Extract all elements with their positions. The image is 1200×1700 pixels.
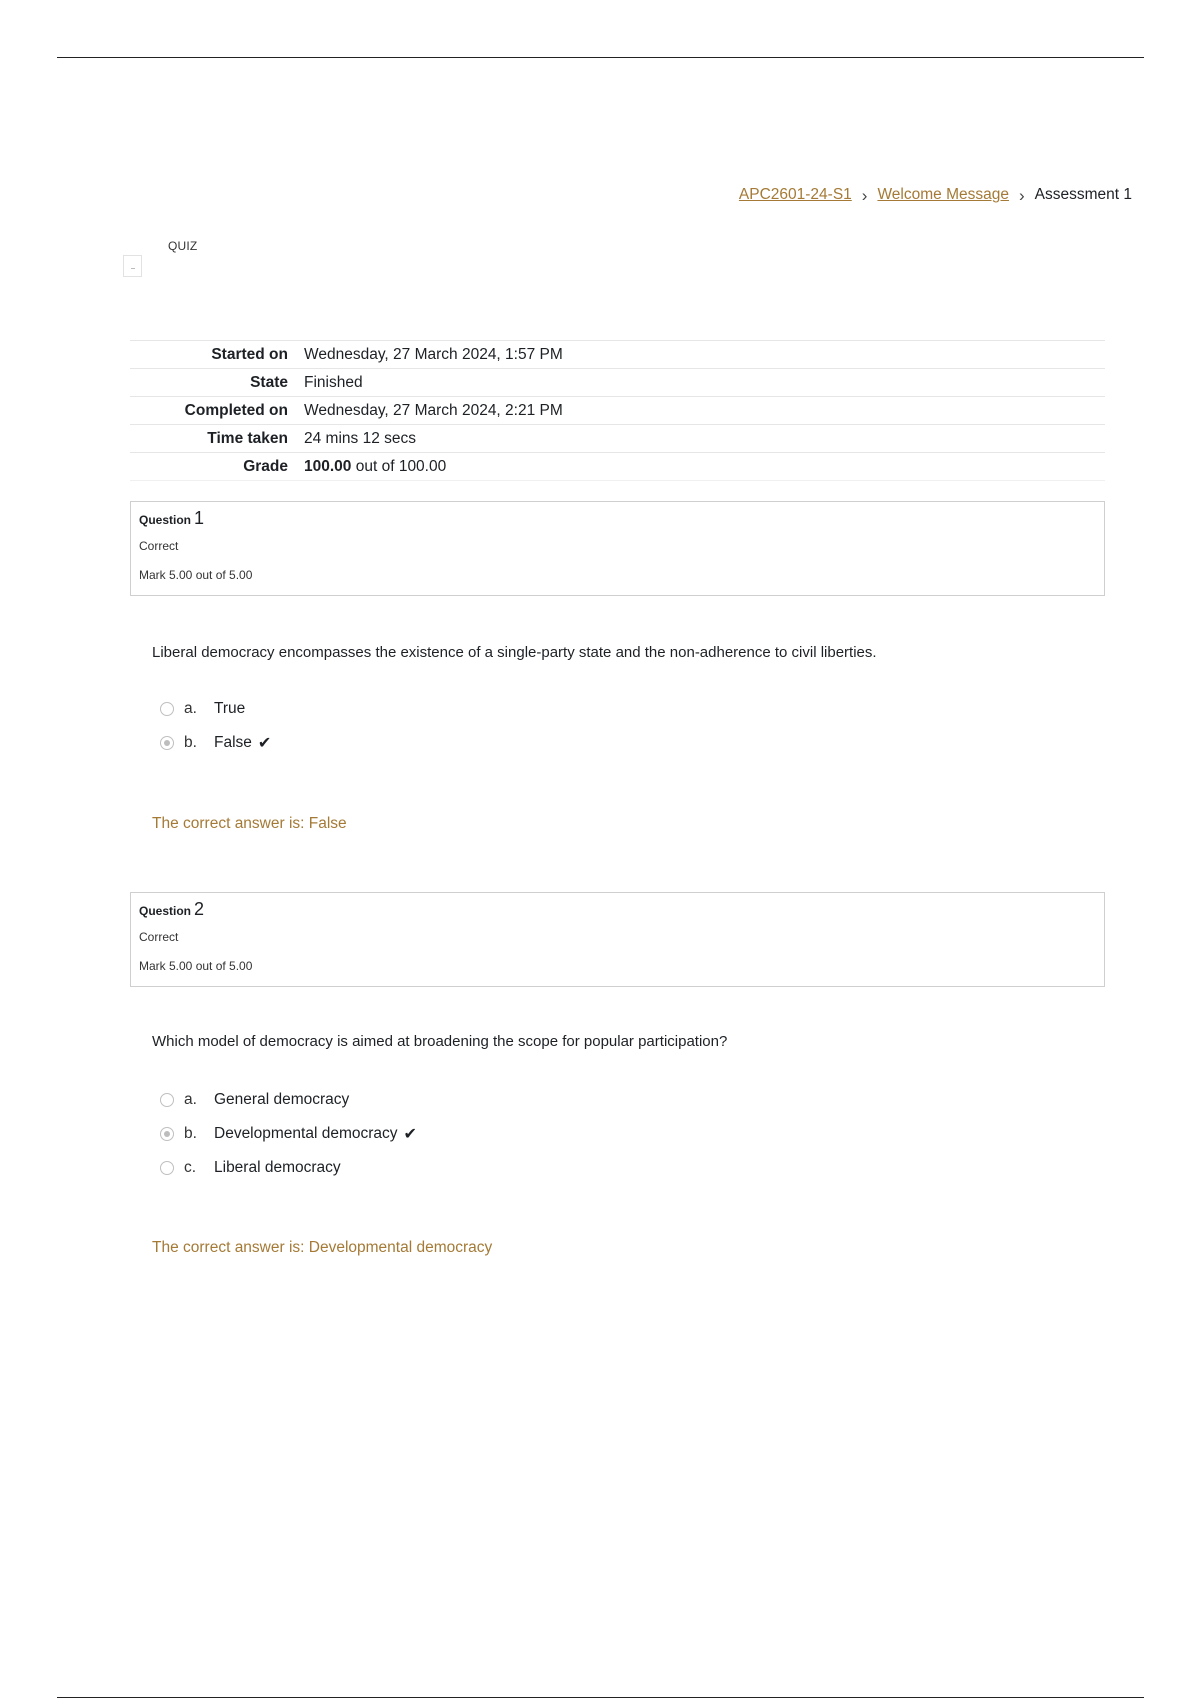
breadcrumb-section-link[interactable]: Welcome Message (877, 186, 1009, 203)
answer-options (160, 1083, 417, 1185)
radio-button[interactable] (160, 702, 174, 716)
page-bottom-rule (57, 1697, 1144, 1698)
answer-option[interactable] (160, 692, 271, 726)
option-text: True (214, 700, 246, 717)
question-number: Question 1 (139, 508, 205, 528)
option-text: Liberal democracy (214, 1159, 341, 1176)
question-state: Correct (139, 930, 179, 944)
option-letter: c. (184, 1159, 197, 1176)
table-row (130, 453, 1105, 481)
chevron-right-icon: › (1018, 185, 1025, 205)
grade-value-cell (296, 453, 1105, 481)
answer-options (160, 692, 271, 760)
grade-label: Grade (243, 457, 288, 475)
option-letter: b. (184, 1125, 197, 1142)
chevron-right-icon: › (861, 185, 868, 205)
option-text: Developmental democracy (214, 1125, 398, 1142)
activity-type-label: QUIZ (168, 239, 198, 253)
summary-value: Finished (304, 373, 363, 391)
question-number: Question 2 (139, 899, 205, 919)
quiz-icon (123, 255, 142, 277)
option-letter: b. (184, 734, 197, 751)
question-info-box (130, 892, 1105, 987)
summary-label: Started on (211, 345, 288, 363)
radio-button-selected[interactable] (160, 736, 174, 750)
summary-label: State (250, 373, 288, 391)
checkmark-icon: ✔ (403, 1126, 417, 1143)
summary-value: Wednesday, 27 March 2024, 2:21 PM (304, 401, 563, 419)
correct-answer-feedback: The correct answer is: False (152, 815, 347, 832)
question-info-box (130, 501, 1105, 596)
answer-option[interactable] (160, 1117, 417, 1151)
option-text: False (214, 734, 252, 751)
answer-option[interactable] (160, 726, 271, 760)
table-row (130, 425, 1105, 453)
question-text: Liberal democracy encompasses the existence of a single-party state and the non-adherence to civil liberties. (152, 644, 877, 661)
table-row (130, 369, 1105, 397)
table-row (130, 341, 1105, 369)
answer-option[interactable] (160, 1083, 417, 1117)
summary-label: Completed on (184, 401, 288, 419)
attempt-summary-table (130, 340, 1105, 481)
summary-value: 24 mins 12 secs (304, 429, 416, 447)
table-row (130, 397, 1105, 425)
question-state: Correct (139, 539, 179, 553)
correct-answer-feedback: The correct answer is: Developmental democracy (152, 1239, 493, 1256)
option-letter: a. (184, 700, 197, 717)
question-text: Which model of democracy is aimed at broadening the scope for popular participation? (152, 1033, 728, 1050)
checkmark-icon: ✔ (257, 735, 272, 752)
radio-button-selected[interactable] (160, 1127, 174, 1141)
summary-value: Wednesday, 27 March 2024, 1:57 PM (304, 345, 563, 363)
radio-button[interactable] (160, 1161, 174, 1175)
grade-score: 100.00 (304, 457, 352, 475)
grade-suffix: out of 100.00 (355, 457, 447, 475)
question-mark: Mark 5.00 out of 5.00 (139, 568, 253, 582)
summary-label: Time taken (207, 429, 288, 447)
option-text: General democracy (214, 1091, 350, 1108)
page-top-rule (57, 57, 1144, 58)
breadcrumb-current: Assessment 1 (1034, 186, 1132, 203)
question-mark: Mark 5.00 out of 5.00 (139, 959, 253, 973)
radio-button[interactable] (160, 1093, 174, 1107)
option-letter: a. (184, 1091, 197, 1108)
breadcrumb (739, 186, 1132, 204)
breadcrumb-course-link[interactable]: APC2601-24-S1 (738, 186, 852, 203)
answer-option[interactable] (160, 1151, 417, 1185)
